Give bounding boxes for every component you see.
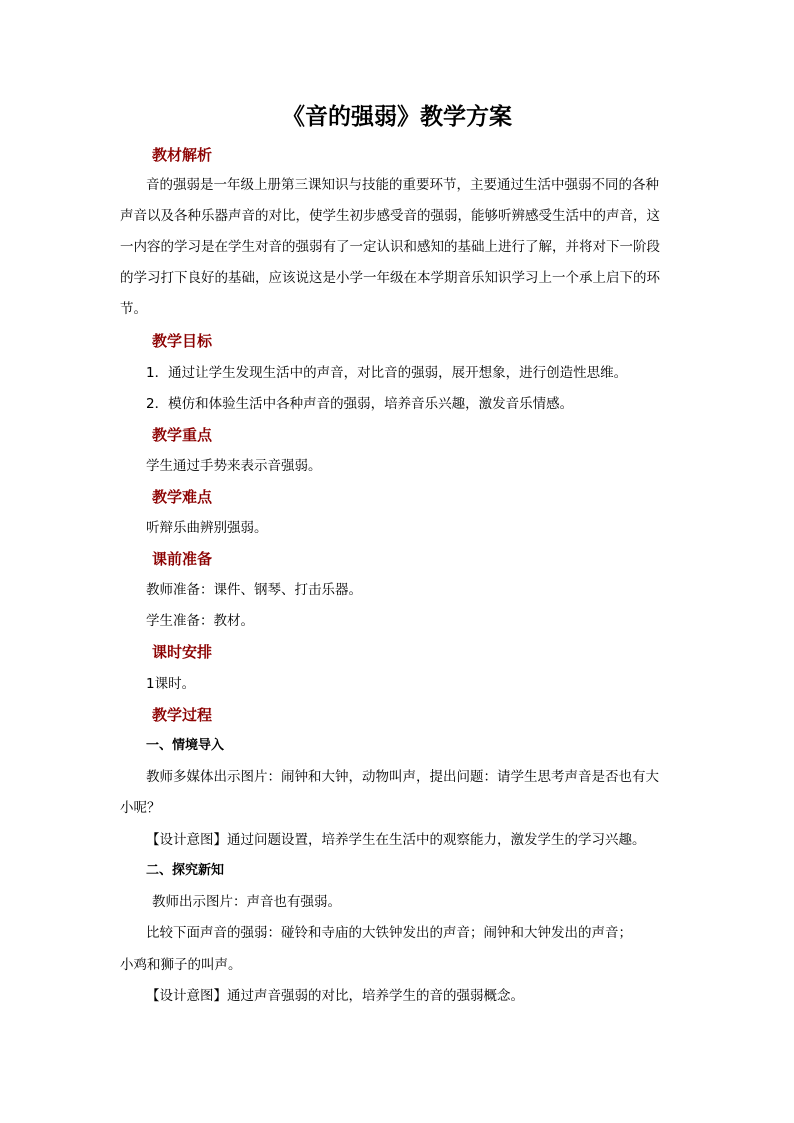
analysis-line: 声音以及各种乐器声音的对比，使学生初步感受音的强弱，能够听辨感受生活中的声音，这 (120, 208, 660, 224)
heading-goals: 教学目标 (152, 332, 213, 350)
heading-key-point: 教学重点 (152, 426, 213, 444)
analysis-line: 一内容的学习是在学生对音的强弱有了一定认识和感知的基础上进行了解，并将对下一阶段 (120, 239, 660, 255)
heading-analysis: 教材解析 (152, 146, 213, 164)
student-preparation: 学生准备：教材。 (146, 613, 254, 629)
page-title: 《音的强弱》教学方案 (282, 103, 512, 130)
teacher-preparation: 教师准备：课件、钢琴、打击乐器。 (146, 582, 362, 598)
goal-item-2: 2．模仿和体验生活中各种声音的强弱，培养音乐兴趣，激发音乐情感。 (146, 396, 574, 412)
process-part2-line1: 教师出示图片：声音也有强弱。 (152, 894, 341, 910)
process-part1-title: 一、情境导入 (146, 738, 225, 753)
analysis-line: 节。 (120, 301, 147, 317)
process-part1-intent: 【设计意图】通过问题设置，培养学生在生活中的观察能力，激发学生的学习兴趣。 (146, 832, 646, 848)
heading-difficulty: 教学难点 (152, 488, 213, 506)
schedule-text: 1课时。 (146, 676, 196, 692)
goal-item-1: 1．通过让学生发现生活中的声音，对比音的强弱，展开想象，进行创造性思维。 (146, 365, 628, 381)
key-point-text: 学生通过手势来表示音强弱。 (146, 458, 322, 474)
heading-schedule: 课时安排 (152, 643, 213, 661)
process-part1-line1: 教师多媒体出示图片：闹钟和大钟，动物叫声，提出问题：请学生思考声音是否也有大 (146, 769, 659, 785)
process-part2-line3: 小鸡和狮子的叫声。 (120, 957, 242, 973)
analysis-line: 音的强弱是一年级上册第三课知识与技能的重要环节，主要通过生活中强弱不同的各种 (146, 177, 659, 193)
process-part1-line2: 小呢？ (120, 800, 161, 816)
heading-process: 教学过程 (152, 706, 213, 724)
difficulty-text: 听辩乐曲辨别强弱。 (146, 520, 268, 536)
process-part2-title: 二、探究新知 (146, 863, 225, 878)
analysis-line: 的学习打下良好的基础，应该说这是小学一年级在本学期音乐知识学习上一个承上启下的环 (120, 270, 660, 286)
analysis-paragraph (120, 170, 680, 325)
process-part2-intent: 【设计意图】通过声音强弱的对比，培养学生的音的强弱概念。 (146, 988, 524, 1004)
process-part2-line2: 比较下面声音的强弱：碰铃和寺庙的大铁钟发出的声音；闹钟和大钟发出的声音； (146, 925, 632, 941)
heading-preparation: 课前准备 (152, 550, 213, 568)
